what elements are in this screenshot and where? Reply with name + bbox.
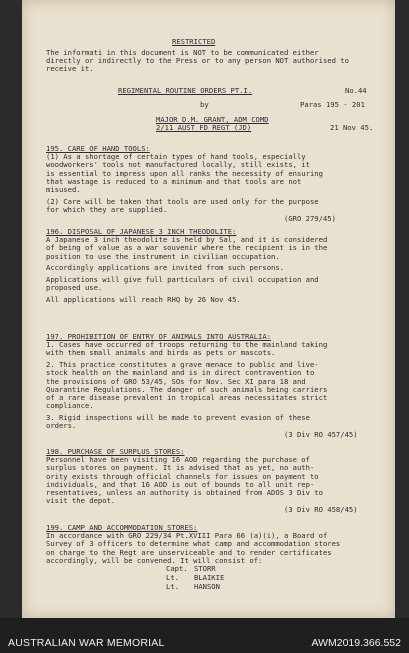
paragraph-line: position to use the instrument in civilian occupation. (46, 251, 280, 261)
paragraph-line: Quarantine Regulations. The danger of such animals being carriers (46, 384, 328, 394)
order-date: 21 Nov 45. (330, 123, 374, 132)
paragraph-line: is essential to impress upon all ranks the necessity of ensuring (46, 168, 323, 178)
paragraph-heading: 196. DISPOSAL OF JAPANESE 3 INCH THEODOLITE: (46, 227, 237, 236)
paragraph-reference: (GRO 279/45) (284, 214, 336, 224)
paragraph-line: Applications will give full particulars of civil occupation and (46, 275, 319, 284)
paragraph-reference: (3 Div RO 457/45) (284, 430, 358, 440)
paragraph-heading: 198. PURCHASE OF SURPLUS STORES: (46, 447, 185, 456)
paragraph-line: In accordance with GRO 229/34 Pt.XVIII Para 66 (a)(i), a Board of (46, 531, 328, 541)
paragraph-line: 2. This practice constitutes a grave menace to public and live- (46, 360, 319, 370)
document-page (22, 0, 395, 618)
order-number: No.44 (345, 86, 367, 95)
paragraph-line: surplus stores on payment. It is advised that as yet, no auth- (46, 463, 315, 473)
document-body (22, 0, 395, 618)
footer-accession: AWM2019.366.552 (311, 637, 401, 649)
paragraph-line: for which they are supplied. (46, 204, 168, 214)
paragraph-reference: (3 Div RO 458/45) (284, 505, 358, 515)
notice-line: directly or indirectly to the Press or to any person NOT authorised to (46, 56, 349, 65)
footer-institution: AUSTRALIAN WAR MEMORIAL (8, 637, 165, 649)
board-member-name: HANSON (194, 582, 220, 591)
paragraph-heading: 199. CAMP AND ACCOMMODATION STORES: (46, 523, 198, 532)
paragraph-line: accordingly, will be convened. It will consist of: (46, 555, 263, 565)
paragraph-line: of a rare disease prevalent in tropical areas necessitates strict (46, 392, 328, 402)
author-unit: 2/11 AUST FD REGT (JD) (156, 123, 252, 132)
paragraph-line: All applications will reach RHQ by 26 Nov 45. (46, 294, 241, 304)
paragraph-line: (2) Care will be taken that tools are used only for the purpose (46, 196, 319, 206)
paragraph-line: 1. Cases have occurred of troops returning to the mainland taking (46, 340, 328, 350)
paragraph-line: compliance. (46, 401, 94, 411)
paragraph-line: on charge to the Regt are unserviceable and to render certificates (46, 547, 332, 557)
paragraph-line: stock health on the mainland and is in direct contravention to (46, 368, 315, 378)
paragraph-line: misused. (46, 185, 81, 194)
paragraph-line: of being of value as a war souvenir where the recipient is in the (46, 243, 328, 253)
paragraph-line: (1) As a shortage of certain types of hand tools, especially (46, 152, 306, 162)
paragraph-line: the provisions of GRO 53/45, SOs for Nov. Sec XI para 18 and (46, 376, 306, 386)
paragraph-line: Survey of 3 officers to determine what camp and accommodation stores (46, 539, 341, 549)
paragraph-line: proposed use. (46, 283, 103, 293)
paragraph-line: woodworkers' tools not manufactured locally, still exists, it (46, 160, 310, 170)
paragraph-line: Accordingly applications are invited from such persons. (46, 263, 284, 273)
board-member-rank: Lt. (166, 573, 179, 582)
notice-line: receive it. (46, 64, 94, 73)
board-member-rank: Lt. (166, 582, 179, 591)
paragraph-line: resentatives, unless an authority is obtained from ADOS 3 Div to (46, 488, 323, 497)
notice-line: The informati in this document is NOT to be communicated either (46, 48, 319, 57)
paragraph-line: ority exists through official channels for issues on payment to (46, 471, 319, 481)
paragraph-line: 3. Rigid inspections will be made to prevent evasion of these (46, 412, 310, 422)
paragraph-heading: 195. CARE OF HAND TOOLS: (46, 144, 150, 153)
by-label: by (200, 100, 209, 109)
paragraph-line: Personnel have been visiting 16 AOD regarding the purchase of (46, 455, 310, 465)
paras-range: Paras 195 - 201 (300, 100, 365, 109)
footer-bar (0, 618, 409, 653)
board-member-name: BLAIKIE (194, 573, 225, 582)
paragraph-line: visit the depot. (46, 496, 116, 506)
paragraph-line: A Japanese 3 inch theodolite is held by Sal, and it is considered (46, 235, 328, 245)
paragraph-line: orders. (46, 421, 77, 430)
paragraph-line: with them small animals and birds as pets or mascots. (46, 348, 276, 358)
board-member-name: STORR (194, 564, 216, 573)
paragraph-line: individuals, and that 16 AOD is out of bounds to all unit rep- (46, 479, 315, 489)
board-member-rank: Capt. (166, 564, 188, 573)
paragraph-heading: 197. PROHIBITION OF ENTRY OF ANIMALS INTO AUSTRALIA: (46, 332, 272, 341)
classification-label: RESTRICTED (172, 37, 216, 46)
author-rank: MAJOR D.M. GRANT, ADM COMD (156, 115, 269, 124)
paragraph-line: that wastage is reduced to a minimum and that tools are not (46, 176, 302, 186)
order-title: REGIMENTAL ROUTINE ORDERS PT.I. (118, 86, 253, 95)
